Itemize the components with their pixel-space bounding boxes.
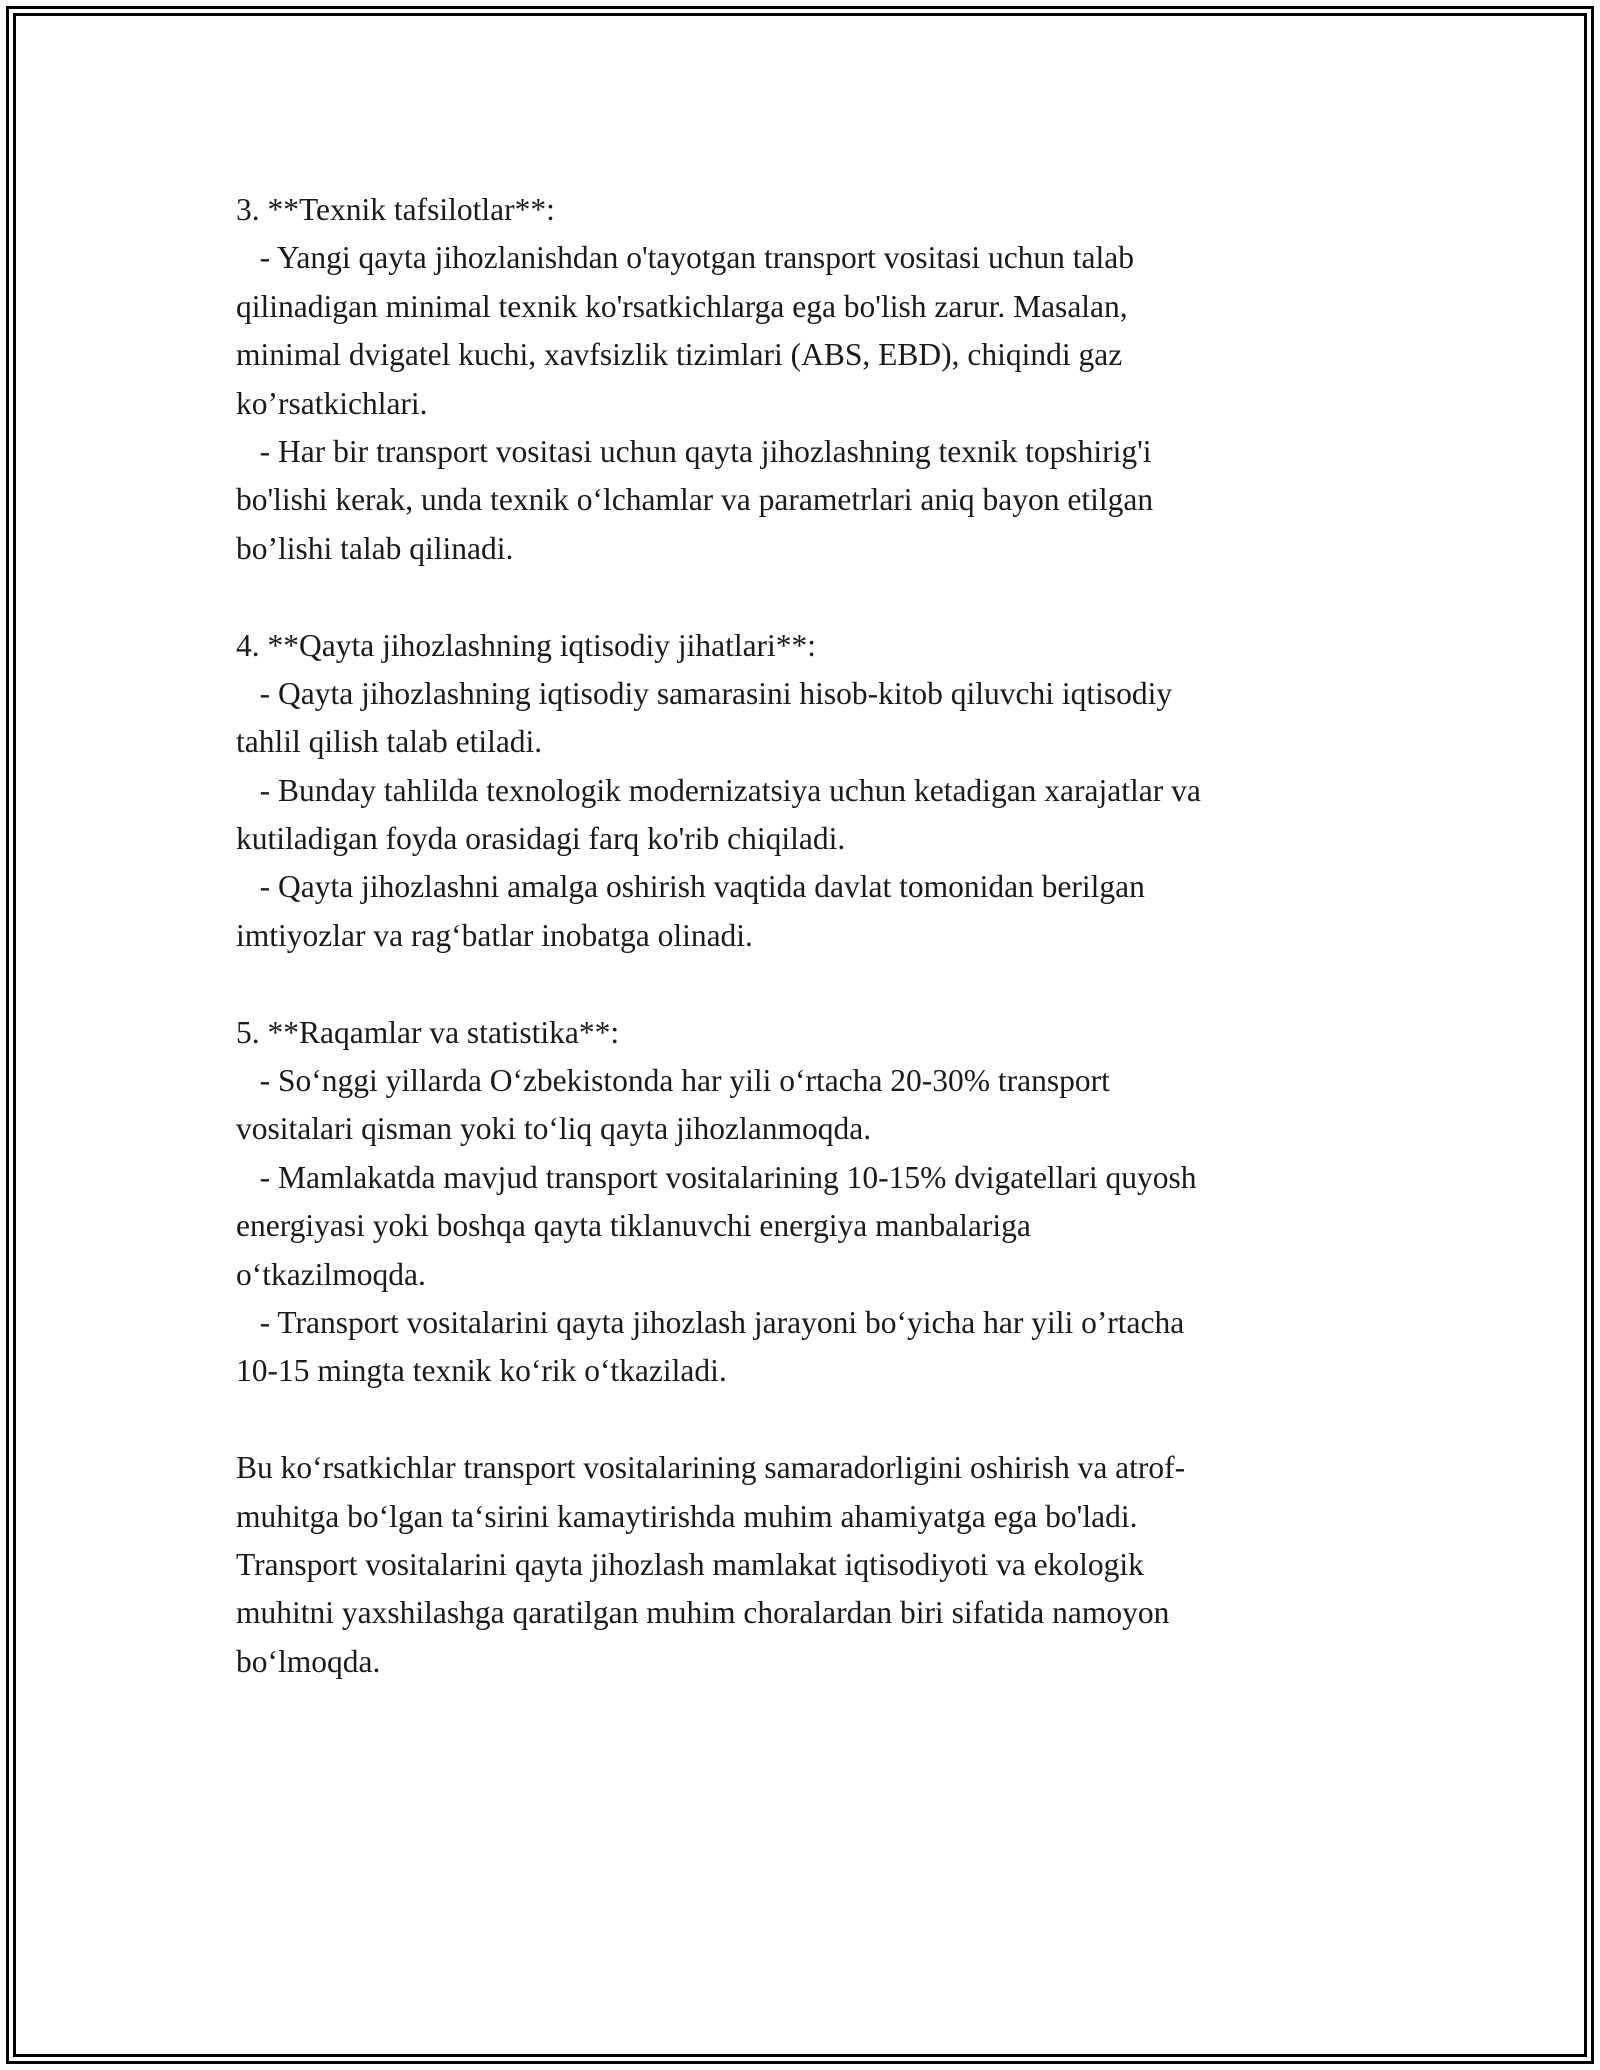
text-line: muhitni yaxshilashga qaratilgan muhim choralardan biri sifatida namoyon [236, 1595, 1170, 1631]
text-line: qilinadigan minimal texnik ko'rsatkichlarga ega bo'lish zarur. Masalan, [236, 288, 1128, 324]
text-line: muhitga bo‘lgan ta‘sirini kamaytirishda muhim ahamiyatga ega bo'ladi. [236, 1498, 1138, 1534]
text-line: bo‘lmoqda. [236, 1643, 381, 1679]
text-line: 10-15 mingta texnik ko‘rik o‘tkaziladi. [236, 1353, 727, 1389]
text-line: - Transport vositalarini qayta jihozlash jarayoni bo‘yicha har yili o’rtacha [236, 1304, 1185, 1340]
text-line: - Qayta jihozlashning iqtisodiy samarasini hisob-kitob qiluvchi iqtisodiy [236, 675, 1173, 711]
text-line: minimal dvigatel kuchi, xavfsizlik tizimlari (ABS, EBD), chiqindi gaz [236, 337, 1123, 373]
text-line: kutiladigan foyda orasidagi farq ko'rib chiqiladi. [236, 821, 846, 857]
text-line: bo’lishi talab qilinadi. [236, 530, 514, 566]
paragraph-gap [236, 573, 1386, 621]
section-heading: 3. **Texnik tafsilotlar**: [236, 192, 555, 227]
section-technical-details [236, 186, 1386, 573]
text-line: vositalari qisman yoki to‘liq qayta jihozlanmoqda. [236, 1111, 872, 1147]
text-line: Bu ko‘rsatkichlar transport vositalarining samaradorligini oshirish va atrof- [236, 1450, 1186, 1486]
text-line: - Qayta jihozlashni amalga oshirish vaqtida davlat tomonidan berilgan [236, 869, 1145, 905]
text-line: energiyasi yoki boshqa qayta tiklanuvchi energiya manbalariga [236, 1208, 1031, 1244]
paragraph-gap [236, 960, 1386, 1008]
text-line: - Har bir transport vositasi uchun qayta jihozlashning texnik topshirig'i [236, 433, 1152, 469]
text-line: Transport vositalarini qayta jihozlash mamlakat iqtisodiyoti va ekologik [236, 1546, 1144, 1582]
text-line: - Bunday tahlilda texnologik modernizatsiya uchun ketadigan xarajatlar va [236, 772, 1201, 808]
text-line: - So‘nggi yillarda O‘zbekistonda har yili o‘rtacha 20-30% transport [236, 1063, 1110, 1099]
text-line: - Yangi qayta jihozlanishdan o'tayotgan transport vositasi uchun talab [236, 240, 1135, 276]
section-statistics [236, 1009, 1386, 1396]
text-line: ko’rsatkichlari. [236, 385, 428, 421]
paragraph-gap [236, 1396, 1386, 1444]
text-line: tahlil qilish talab etiladi. [236, 724, 543, 760]
section-conclusion [236, 1444, 1386, 1686]
document-body [236, 186, 1386, 1686]
section-heading: 4. **Qayta jihozlashning iqtisodiy jihatlari**: [236, 627, 817, 663]
text-line: bo'lishi kerak, unda texnik o‘lchamlar va parametrlari aniq bayon etilgan [236, 482, 1154, 518]
text-line: - Mamlakatda mavjud transport vositalarining 10-15% dvigatellari quyosh [236, 1159, 1197, 1195]
text-line: imtiyozlar va rag‘batlar inobatga olinadi. [236, 917, 753, 953]
section-economic-aspects [236, 622, 1386, 961]
text-line: o‘tkazilmoqda. [236, 1256, 426, 1292]
section-heading: 5. **Raqamlar va statistika**: [236, 1014, 620, 1050]
